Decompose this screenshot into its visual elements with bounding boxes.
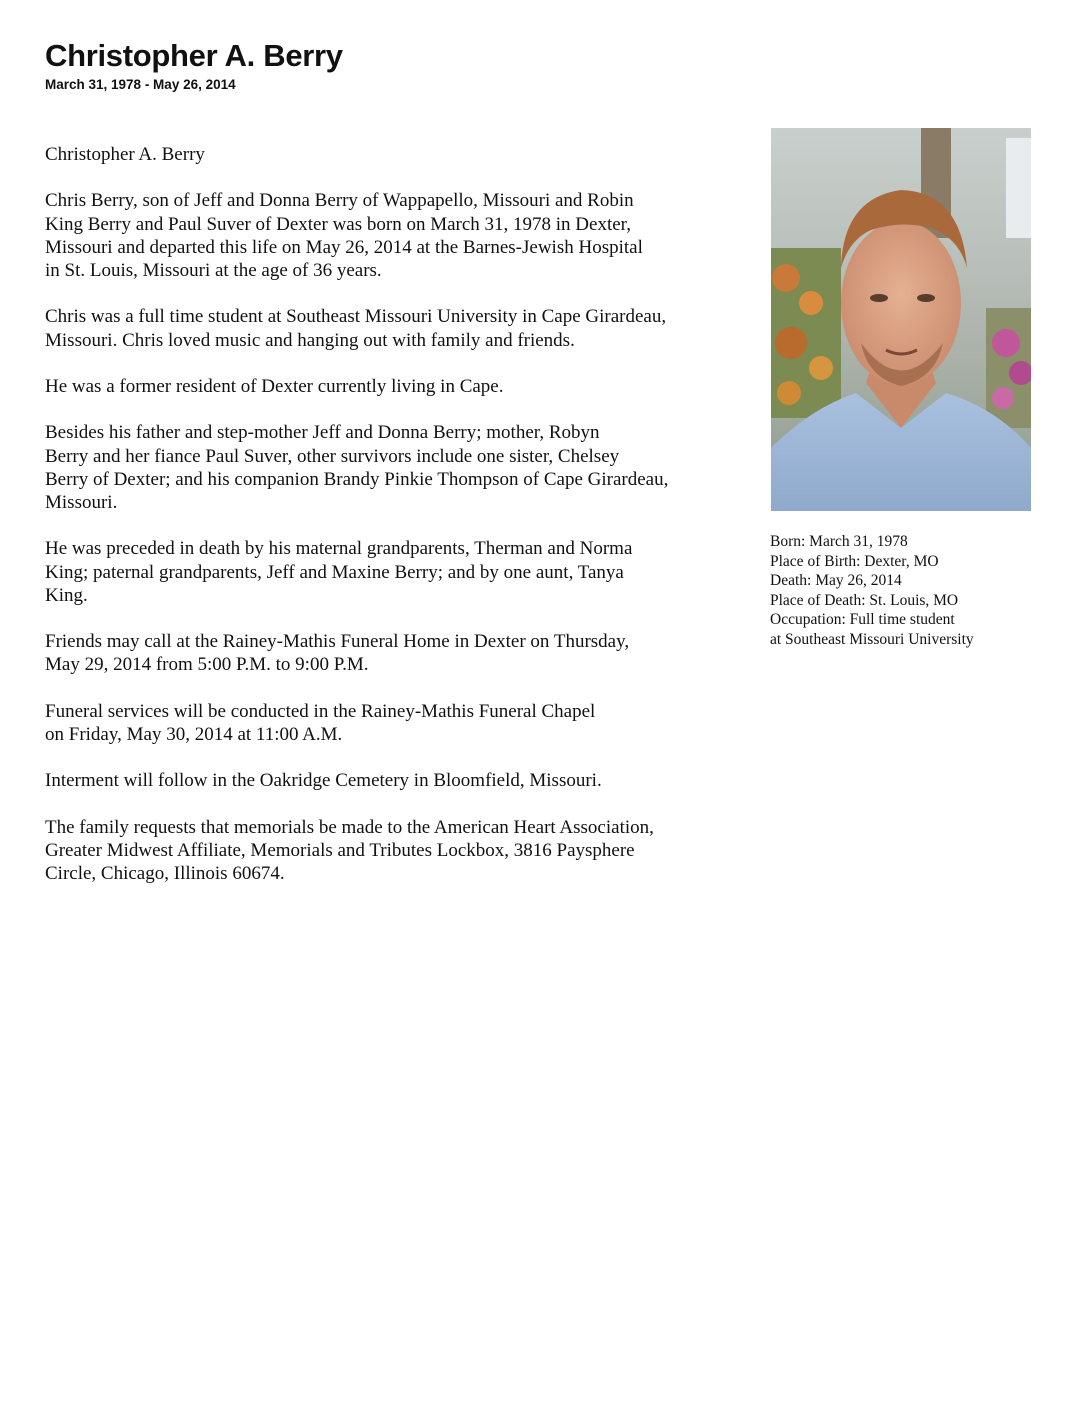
obituary-paragraph: Chris was a full time student at Southeast Missouri University in Cape Girardeau, Missouri. Chris loved music and hanging out with family and friends. <box>45 306 667 351</box>
obituary-paragraph: Besides his father and step-mother Jeff and Donna Berry; mother, Robyn Berry and her fiance Paul Suver, other survivors include one sister, Chelsey Berry of Dexter; and his companion Brandy Pinkie Thompson of Cape Girardeau, Missouri. <box>45 422 669 513</box>
obituary-paragraph: The family requests that memorials be made to the American Heart Association, Greater Midwest Affiliate, Memorials and Tributes Lockbox, 3816 Paysphere Circle, Chicago, Illinois 60674. <box>45 816 654 885</box>
place-of-birth-fact: Place of Birth: Dexter, MO <box>770 552 939 570</box>
obituary-paragraph: Friends may call at the Rainey-Mathis Funeral Home in Dexter on Thursday, May 29, 2014 from 5:00 P.M. to 9:00 P.M. <box>45 631 630 676</box>
obituary-facts <box>770 532 1070 649</box>
obituary-paragraph: He was preceded in death by his maternal grandparents, Therman and Norma King; paternal grandparents, Jeff and Maxine Berry; and by one aunt, Tanya King. <box>45 538 633 606</box>
occupation-fact-continued: at Southeast Missouri University <box>770 630 974 648</box>
life-dates: March 31, 1978 - May 26, 2014 <box>45 77 236 92</box>
obituary-paragraph: Chris Berry, son of Jeff and Donna Berry of Wappapello, Missouri and Robin King Berry and Paul Suver of Dexter was born on March 31, 1978 in Dexter, Missouri and departed this life on May 26, 2014 at the Barnes-Jewish Hospital in St. Louis, Missouri at the age of 36 years. <box>45 190 643 281</box>
occupation-fact: Occupation: Full time student <box>770 611 955 628</box>
obituary-paragraph: Christopher A. Berry <box>45 144 205 165</box>
portrait-photo <box>771 128 1031 511</box>
place-of-death-fact: Place of Death: St. Louis, MO <box>770 591 959 609</box>
obituary-body <box>45 143 750 909</box>
page-title: Christopher A. Berry <box>45 38 343 73</box>
born-fact: Born: March 31, 1978 <box>770 533 908 550</box>
obituary-paragraph: Funeral services will be conducted in the Rainey-Mathis Funeral Chapel on Friday, May 30, 2014 at 11:00 A.M. <box>45 700 596 745</box>
obituary-paragraph: Interment will follow in the Oakridge Cemetery in Bloomfield, Missouri. <box>45 770 602 792</box>
obituary-paragraph: He was a former resident of Dexter currently living in Cape. <box>45 375 504 397</box>
obituary-header <box>45 36 343 93</box>
death-fact: Death: May 26, 2014 <box>770 572 902 589</box>
